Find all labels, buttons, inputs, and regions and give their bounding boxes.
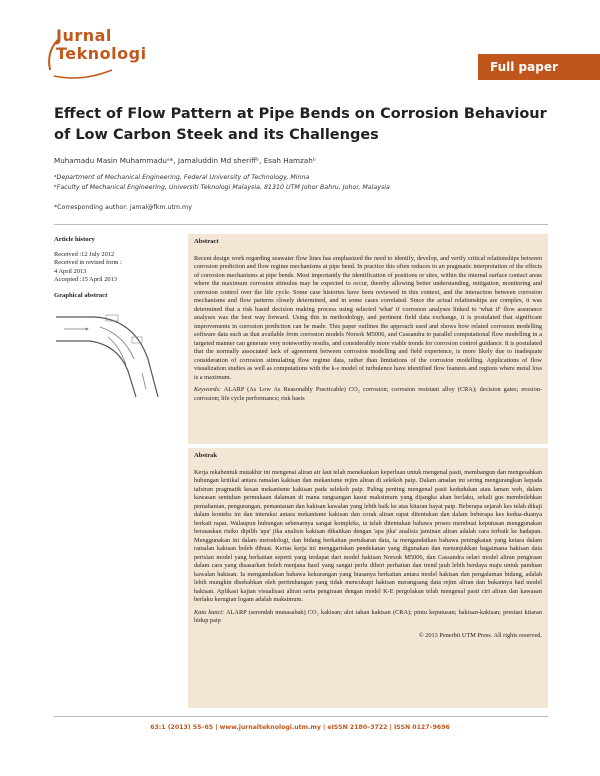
history-line: Accepted :15 April 2013 (54, 275, 118, 283)
footer-divider (54, 716, 548, 717)
history-line: Received :12 July 2012 (54, 251, 115, 259)
keywords-label: Keywords: (194, 386, 222, 393)
graphical-abstract-heading: Graphical abstract (54, 292, 108, 300)
copyright-notice: © 2013 Penerbit UTM Press. All rights reserved. (418, 631, 542, 639)
page-footer: 63:1 (2013) 55–65 | www.jurnalteknologi.utm.my | eISSN 2180–3722 | ISSN 0127–9696 (150, 724, 450, 731)
kata-kunci-label: Kata kunci: (194, 608, 225, 616)
paper-title: Effect of Flow Pattern at Pipe Bends on Corrosion Behaviour of Low Carbon Steek and its Challenges (54, 106, 547, 143)
abstrak-panel (188, 448, 548, 708)
abstrak-text: Kerja rekabentuk mutakhir ini mengenai aliran air laut telah menekankan keperluan untuk mengenal pasti, membangun dan mengesahkan hubungan kritikal antara ramalan kakisan dan mekanisme rejim aliran di selekoh paip. Dalam amalan ini sering mengurangkan kepada tafsiran pragmatik kesan mekanisme kakisan pada selekoh paip. Paling penting mengenal pasti kedudukan atau laman web, dalam kawasan sentuhan permukaan dalaman di mana rangsangan kasut maksimum yang dijangka akan berlaku, sekali gus membolehkan pemahaman, pengurangan, pemantauan dan hakisan kawalan yang lebih baik ke atas kitaran hayat paip. Beberapa sejarah kes telah dikaji dalam konteks ini dan interaksi antara mekanisme kakisan dan corak aliran rapat ditentukan dan dalam beberapa kes kedua-duanya berkait rapat. Walaupun hubungan sebenarnya sangat kompleks, ia telah ditentukan bahawa proses membuat keputusan menggunakan berasaskan risiko dipilih 'apa' jika analisis kakisan dikaitkan dengan 'apa jika' analisis jaminan aliran adalah cara terbaik ke hadapan. Menggunakan ini dalam metodologi, dan bidang berkaitan pertukaran data, ia mengandaikan bahawa peningkatan yang ketara dalam ramalan kakisan boleh dibuat. Kertas kerja ini menggariskan pendekatan yang digunakan dan menunjukkan bagaimana hakisan data perisian model yang berkaitan seperti yang terdapat dari model hakisan Norsok M5006, dan Cassandra selari model aliran pengiraan dalam cara yang disasarkan boleh menjana hasil yang sangat perlu diberi perhatian dan trend jauh lebih berdaya maju untuk panduan kawalan hakisan. Ia mengandaikan bahawa kekurangan yang biasanya berkaitan antara model hakisan dan pengalaman bidang, adalah lebih mungkin disebabkan oleh pertimbangan yang tidak mencukupi hakisan merangsang data rejim aliran dan bukannya had model hakisan. Aplikasi kajian visualisasi aliran serta pengiraan dengan model K-E pergolakan telah mengenal pasti ciri aliran dan kawasan berlaku kerugian logam adalah maksimum. (194, 468, 542, 603)
corresponding-author: *Corresponding author: jamal@fkm.utm.my (54, 204, 192, 211)
history-line: Received in revised form : (54, 259, 122, 267)
author-list: Muhamadu Masin Muhammaduᵃ*, Jamaluddin Md sheriffᵇ, Esah Hamzahᵇ (54, 156, 316, 165)
history-line: 4 April 2013 (54, 267, 87, 275)
journal-logo (42, 20, 162, 82)
abstract-keywords (194, 386, 542, 403)
abstrak-keywords (194, 609, 542, 626)
affiliation-a: ᵃDepartment of Mechanical Engineering, Federal University of Technology, Minna (54, 174, 310, 181)
abstract-heading: Abstract (194, 238, 219, 245)
sidebar-column (54, 236, 176, 402)
pipe-bend-graphic (54, 307, 176, 399)
paper-type-badge: Full paper (478, 54, 600, 80)
abstract-panel (188, 234, 548, 444)
kata-kunci-text: ALARP (serendah munasabah) CO₂ kakisan; aloi tahan kakisan (CRA); pintu keputusan; hakisan-kakisan; prestasi kitaran hidup paip (194, 608, 543, 624)
affiliation-b: ᵇFaculty of Mechanical Engineering, Universiti Teknologi Malaysia, 81310 UTM Johor Bahru, Johor, Malaysia (54, 184, 390, 191)
header-divider (54, 224, 548, 225)
article-history-heading: Article history (54, 236, 95, 243)
keywords-text: ALARP (As Low As Reasonably Practicable) CO₂ corrosion; corrosion resistant alloy (CRA); decision gates; erosion-corrosion; life cycle performance; risk basis (194, 386, 542, 402)
abstrak-heading: Abstrak (194, 452, 218, 459)
logo-line2: Teknologi (56, 44, 147, 63)
article-history (54, 251, 176, 284)
logo-line1: Jurnal (56, 26, 112, 45)
abstract-text: Recent design work regarding seawater flow lines has emphasized the need to identify, develop, and verify critical relationships between corrosion prediction and flow regime mechanisms at pipe bend. In practice this often reduces to an pragmatic interpretation of the effects of corrosion mechanisms at pipe bends. Most importantly the identification of positions or sites, within the internal surface contact areas where the maximum corrosion stimulus may be expected to occur, thereby allowing better understanding, mitigation, monitoring and corrosion control over the life cycle. Some case histories have been reviewed in this context, and the interaction between corrosion mechanisms and flow patterns closely determined, and in some cases correlated. Since the actual relationships are complex, it was determined that a risk based decision making process using selected 'what' if corrosion analyses linked to 'what if' flow assurance analyses was the best way forward. Using this in methodology, and pertinent field data exchange, it is postulated that significant improvements in corrosion prediction can be made. This paper outlines the approach used and shows how related corrosion modelling software data such as that available from corrosion models Norsok M5006, and Cassandra to parallel computational flow modelling in a targeted manner can generate very noteworthy results, and considerably more viable trends for corrosion control guidance. It is postulated that the normally associated lack of agreement between corrosion modelling and field experience, is more likely due to inadequate consideration of corrosion stimulating flow regime data, rather than limitations of the corrosion modelling. Applications of flow visualization studies as well as computations with the k-ε model of turbulence have identified flow features and regions where metal loss is a maximum. (194, 254, 542, 381)
